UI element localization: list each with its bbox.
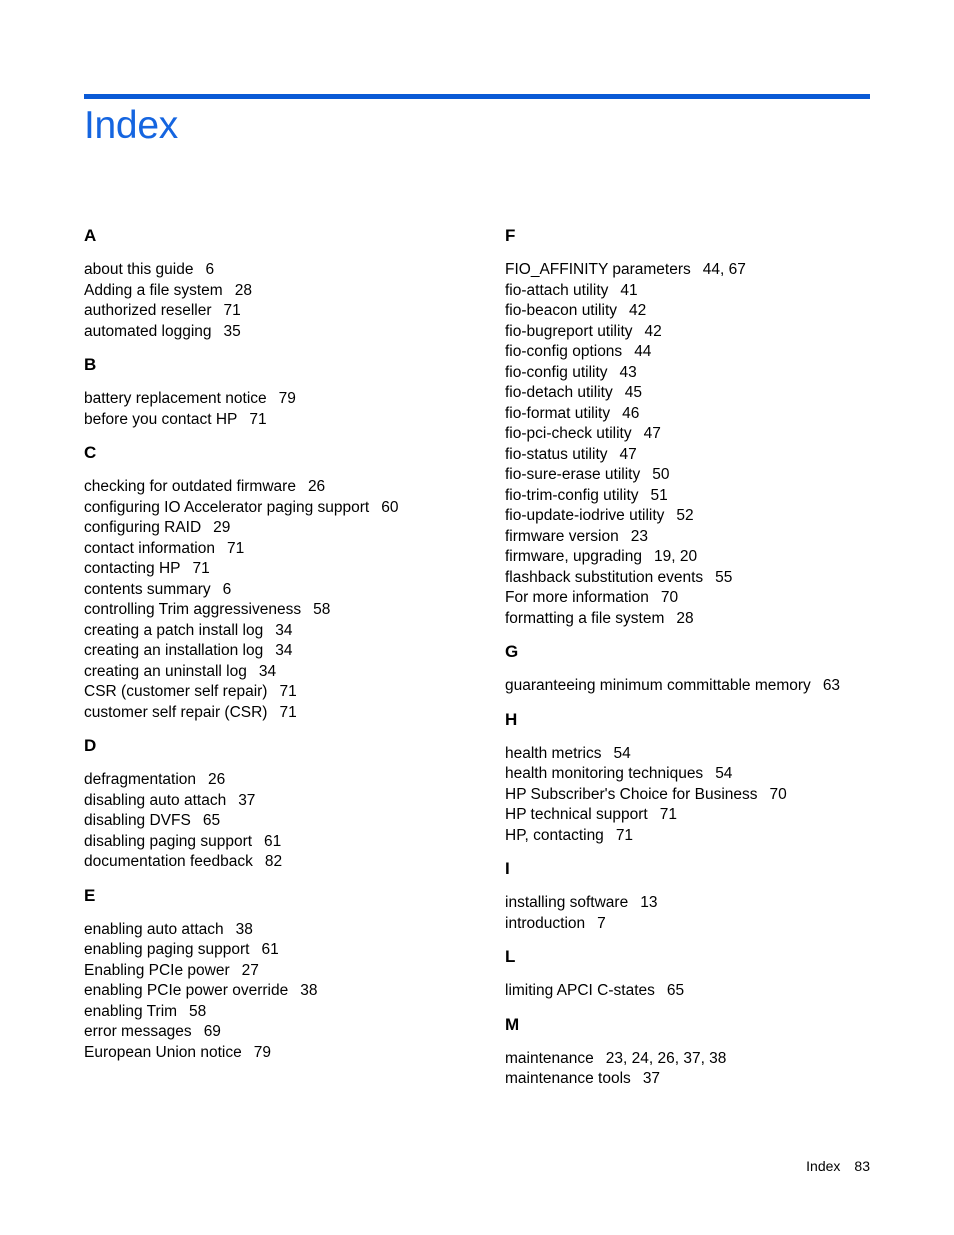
index-entry xyxy=(84,832,484,853)
entry-term: fio-trim-config utility xyxy=(505,486,639,504)
entry-term: documentation feedback xyxy=(84,853,253,870)
index-entry xyxy=(505,506,905,527)
index-entry xyxy=(505,281,905,302)
index-entry xyxy=(84,662,484,683)
section-letter: G xyxy=(505,642,519,661)
index-entry xyxy=(84,920,484,941)
entry-page-link[interactable]: 82 xyxy=(264,853,283,870)
title-rule xyxy=(84,94,870,99)
entry-page-link[interactable]: 37 xyxy=(238,791,256,809)
index-entry xyxy=(84,770,484,791)
entry-page-link[interactable]: 79 xyxy=(253,1043,271,1061)
index-section-e xyxy=(84,884,484,1064)
entry-term: CSR (customer self repair) xyxy=(84,683,268,700)
entry-term: enabling Trim xyxy=(84,1002,178,1020)
index-entry xyxy=(505,404,905,425)
entry-page-link[interactable]: 51 xyxy=(650,486,668,504)
index-entry xyxy=(84,1043,484,1064)
entry-page-link[interactable]: 44, 67 xyxy=(702,261,746,278)
entry-page-link[interactable]: 42 xyxy=(629,302,647,319)
index-entry xyxy=(505,588,905,609)
entry-page-link[interactable]: 61 xyxy=(261,941,279,958)
index-section-g xyxy=(505,640,905,697)
entry-term: HP technical support xyxy=(505,806,648,823)
entry-term: limiting APCI C-states xyxy=(505,982,655,999)
index-section-f xyxy=(505,224,905,629)
entry-term: enabling auto attach xyxy=(84,920,224,938)
entry-term: disabling paging support xyxy=(84,832,253,850)
entry-term: battery replacement notice xyxy=(84,390,267,407)
index-entry xyxy=(84,641,484,662)
entry-term: authorized reseller xyxy=(84,302,212,319)
index-section-a xyxy=(84,224,484,342)
entry-page-link[interactable]: 71 xyxy=(279,683,297,700)
entry-page-link[interactable]: 61 xyxy=(264,832,282,850)
index-entry xyxy=(84,791,484,812)
entry-term: automated logging xyxy=(84,322,212,340)
entry-page-link[interactable]: 46 xyxy=(622,404,640,422)
entry-page-link[interactable]: 29 xyxy=(213,519,231,536)
entry-page-link[interactable]: 54 xyxy=(613,744,631,762)
entry-term: fio-bugreport utility xyxy=(505,322,633,340)
index-entry xyxy=(84,682,484,703)
index-section-i xyxy=(505,857,905,934)
entry-page-link[interactable]: 71 xyxy=(223,302,241,319)
entry-page-link[interactable]: 34 xyxy=(275,621,293,639)
index-entry xyxy=(505,301,905,322)
entry-term: formatting a file system xyxy=(505,609,665,627)
index-column-left xyxy=(84,224,484,1074)
entry-term: maintenance xyxy=(505,1049,594,1067)
entry-term: fio-update-iodrive utility xyxy=(505,507,665,524)
entry-page-link[interactable]: 50 xyxy=(652,466,670,483)
page-footer xyxy=(806,1158,870,1174)
entry-page-link[interactable]: 44 xyxy=(634,343,652,360)
entry-page-link[interactable]: 54 xyxy=(715,765,733,782)
entry-page-link[interactable]: 52 xyxy=(676,507,694,524)
index-entry xyxy=(84,539,484,560)
entry-term: fio-sure-erase utility xyxy=(505,466,641,483)
index-entry xyxy=(84,498,484,519)
index-entry xyxy=(505,527,905,548)
entry-page-link[interactable]: 38 xyxy=(300,982,318,999)
index-entry xyxy=(84,580,484,601)
entry-page-link[interactable]: 70 xyxy=(660,589,679,606)
entry-term: fio-config utility xyxy=(505,363,608,381)
index-entry xyxy=(505,744,905,765)
entry-term: configuring RAID xyxy=(84,519,202,536)
entry-term: fio-attach utility xyxy=(505,281,609,299)
index-entry xyxy=(505,568,905,589)
index-entry xyxy=(505,465,905,486)
entry-page-link[interactable]: 38 xyxy=(235,920,253,938)
entry-term: flashback substitution events xyxy=(505,568,704,586)
index-entry xyxy=(505,322,905,343)
entry-term: contact information xyxy=(84,539,215,557)
entry-page-link[interactable]: 58 xyxy=(189,1002,207,1020)
index-entry xyxy=(505,805,905,826)
entry-term: fio-pci-check utility xyxy=(505,425,632,442)
index-entry xyxy=(505,826,905,847)
entry-page-link[interactable]: 58 xyxy=(313,601,331,618)
index-entry xyxy=(84,477,484,498)
entry-page-link[interactable]: 23, 24, 26, 37, 38 xyxy=(605,1049,727,1067)
entry-page-link[interactable]: 7 xyxy=(597,914,606,932)
entry-term: creating an installation log xyxy=(84,642,264,659)
entry-page-link[interactable]: 26 xyxy=(307,478,326,495)
entry-page-link[interactable]: 13 xyxy=(640,894,658,911)
entry-term: guaranteeing minimum committable memory xyxy=(505,677,811,694)
footer-page-number: 83 xyxy=(854,1158,870,1174)
entry-term: controlling Trim aggressiveness xyxy=(84,601,302,618)
section-letter: I xyxy=(505,859,510,878)
entry-page-link[interactable]: 35 xyxy=(223,322,241,340)
index-section-h xyxy=(505,708,905,847)
index-entry xyxy=(84,600,484,621)
index-entry xyxy=(505,609,905,630)
index-entry xyxy=(505,914,905,935)
entry-term: fio-beacon utility xyxy=(505,302,618,319)
index-entry xyxy=(505,981,905,1002)
entry-term: contents summary xyxy=(84,580,211,598)
entry-page-link[interactable]: 28 xyxy=(676,609,694,627)
index-section-l xyxy=(505,945,905,1002)
entry-term: European Union notice xyxy=(84,1043,242,1061)
entry-term: FIO_AFFINITY parameters xyxy=(505,261,691,278)
index-entry xyxy=(84,811,484,832)
entry-term: fio-config options xyxy=(505,343,623,360)
index-entry xyxy=(84,1022,484,1043)
index-entry xyxy=(505,342,905,363)
entry-page-link[interactable]: 69 xyxy=(203,1023,221,1040)
entry-term: creating an uninstall log xyxy=(84,662,247,680)
index-entry xyxy=(505,383,905,404)
entry-term: Enabling PCIe power xyxy=(84,961,230,979)
entry-term: firmware version xyxy=(505,527,619,545)
entry-page-link[interactable]: 41 xyxy=(620,281,638,299)
entry-page-link[interactable]: 19, 20 xyxy=(653,548,698,565)
page-title: Index xyxy=(84,104,178,147)
section-letter: A xyxy=(84,226,97,245)
index-entry xyxy=(84,559,484,580)
section-letter: E xyxy=(84,885,96,905)
section-letter: L xyxy=(505,947,516,966)
entry-page-link[interactable]: 43 xyxy=(619,363,637,381)
entry-term: about this guide xyxy=(84,261,194,278)
entry-term: fio-status utility xyxy=(505,445,608,463)
entry-page-link[interactable]: 65 xyxy=(666,982,685,999)
entry-page-link[interactable]: 6 xyxy=(222,580,232,598)
index-entry xyxy=(84,621,484,642)
index-column-right xyxy=(505,224,905,1101)
index-entry xyxy=(84,703,484,724)
entry-page-link[interactable]: 71 xyxy=(615,826,634,844)
entry-page-link[interactable]: 71 xyxy=(659,806,677,823)
section-letter: B xyxy=(84,355,97,374)
entry-term: before you contact HP xyxy=(84,410,238,428)
index-entry xyxy=(505,764,905,785)
index-entry xyxy=(84,410,484,431)
index-entry xyxy=(505,1069,905,1090)
entry-page-link[interactable]: 47 xyxy=(619,445,637,463)
entry-term: For more information xyxy=(505,589,649,606)
entry-term: health metrics xyxy=(505,744,602,762)
index-entry xyxy=(505,893,905,914)
index-entry xyxy=(505,260,905,281)
entry-term: introduction xyxy=(505,914,586,932)
entry-page-link[interactable]: 55 xyxy=(715,568,733,586)
entry-page-link[interactable]: 27 xyxy=(241,961,259,979)
entry-page-link[interactable]: 63 xyxy=(822,677,841,694)
entry-page-link[interactable]: 71 xyxy=(249,410,267,428)
entry-term: fio-detach utility xyxy=(505,384,613,401)
index-section-b xyxy=(84,353,484,430)
entry-page-link[interactable]: 79 xyxy=(278,390,296,407)
entry-term: customer self repair (CSR) xyxy=(84,703,268,721)
entry-term: creating a patch install log xyxy=(84,621,264,639)
entry-term: checking for outdated firmware xyxy=(84,478,296,495)
index-entry xyxy=(505,424,905,445)
entry-page-link[interactable]: 71 xyxy=(192,560,210,577)
index-entry xyxy=(505,486,905,507)
index-section-d xyxy=(84,734,484,873)
section-letter: F xyxy=(505,226,516,245)
entry-term: disabling auto attach xyxy=(84,791,227,809)
section-letter: H xyxy=(505,709,518,729)
index-entry xyxy=(84,961,484,982)
entry-term: HP, contacting xyxy=(505,826,604,844)
entry-term: fio-format utility xyxy=(505,404,611,422)
entry-term: disabling DVFS xyxy=(84,812,191,829)
entry-term: health monitoring techniques xyxy=(505,765,704,782)
index-entry xyxy=(84,1002,484,1023)
entry-page-link[interactable]: 26 xyxy=(208,771,226,788)
entry-term: enabling PCIe power override xyxy=(84,982,289,999)
entry-term: contacting HP xyxy=(84,560,181,577)
entry-page-link[interactable]: 37 xyxy=(642,1070,661,1087)
index-entry xyxy=(84,301,484,322)
section-letter: C xyxy=(84,443,97,462)
entry-page-link[interactable]: 65 xyxy=(202,812,221,829)
index-entry xyxy=(84,281,484,302)
entry-term: installing software xyxy=(505,894,629,911)
footer-label: Index xyxy=(806,1158,841,1174)
entry-page-link[interactable]: 71 xyxy=(279,703,297,721)
entry-term: Adding a file system xyxy=(84,281,223,299)
index-entry xyxy=(505,785,905,806)
section-letter: D xyxy=(84,736,97,755)
entry-page-link[interactable]: 23 xyxy=(630,527,648,545)
index-entry xyxy=(84,389,484,410)
entry-page-link[interactable]: 70 xyxy=(769,785,787,803)
entry-term: error messages xyxy=(84,1023,192,1040)
entry-term: defragmentation xyxy=(84,771,197,788)
entry-term: firmware, upgrading xyxy=(505,548,642,565)
index-entry xyxy=(84,260,484,281)
entry-page-link[interactable]: 34 xyxy=(275,642,293,659)
entry-term: enabling paging support xyxy=(84,941,250,958)
index-entry xyxy=(84,940,484,961)
index-entry xyxy=(84,981,484,1002)
entry-page-link[interactable]: 6 xyxy=(205,261,215,278)
index-entry xyxy=(505,363,905,384)
index-entry xyxy=(84,322,484,343)
section-letter: M xyxy=(505,1014,520,1034)
entry-page-link[interactable]: 42 xyxy=(644,322,662,340)
entry-term: configuring IO Accelerator paging support xyxy=(84,498,370,516)
entry-page-link[interactable]: 47 xyxy=(643,425,661,442)
entry-page-link[interactable]: 34 xyxy=(258,662,277,680)
entry-page-link[interactable]: 45 xyxy=(624,384,642,401)
entry-term: maintenance tools xyxy=(505,1070,631,1087)
index-entry xyxy=(505,1049,905,1070)
index-section-m xyxy=(505,1013,905,1090)
entry-page-link[interactable]: 60 xyxy=(381,498,399,516)
entry-page-link[interactable]: 28 xyxy=(234,281,252,299)
index-entry xyxy=(505,547,905,568)
entry-term: HP Subscriber's Choice for Business xyxy=(505,785,758,803)
index-entry xyxy=(84,518,484,539)
index-entry xyxy=(505,445,905,466)
index-entry xyxy=(84,852,484,873)
index-entry xyxy=(505,676,905,697)
index-section-c xyxy=(84,441,484,723)
entry-page-link[interactable]: 71 xyxy=(226,539,245,557)
